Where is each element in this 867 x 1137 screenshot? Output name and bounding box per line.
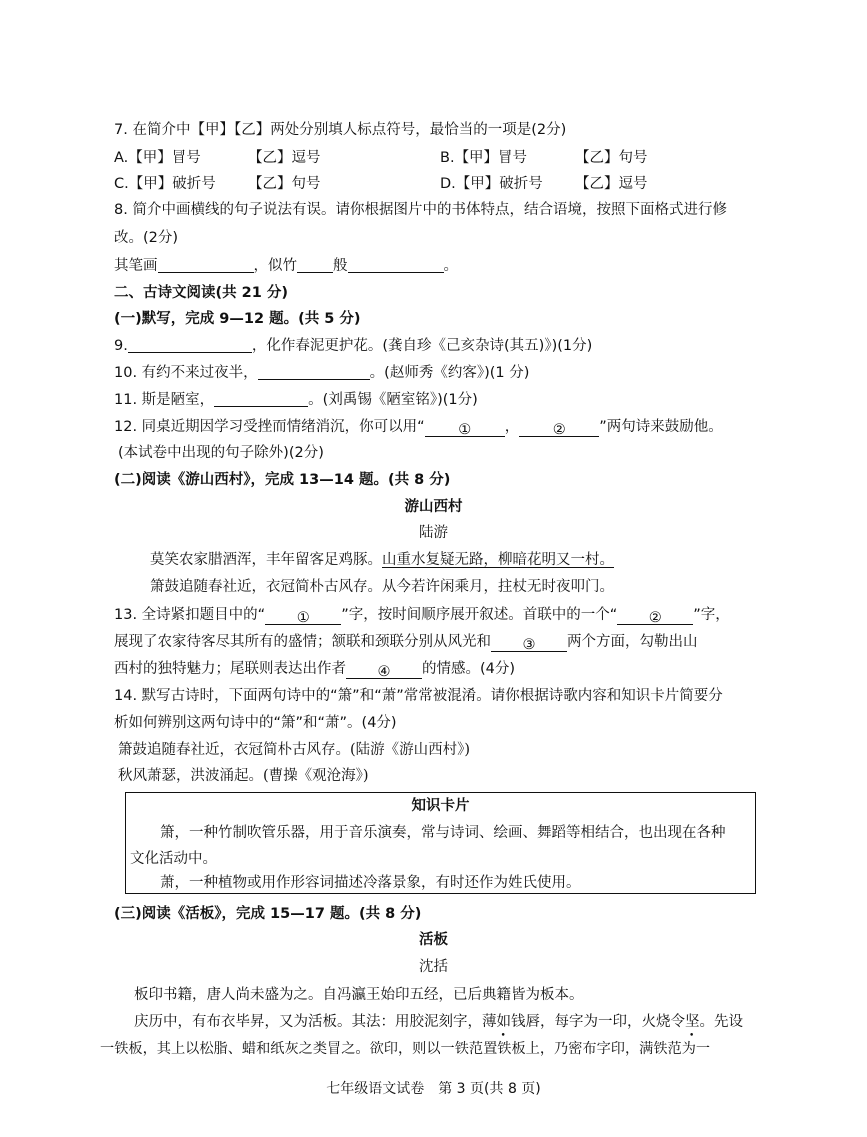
section3-part3: (三)阅读《活板》，完成 15—17 题。(共 8 分) bbox=[114, 906, 422, 922]
q14-line1: 14. 默写古诗时，下面两句诗中的“箫”和“萧”常常被混淆。请你根据诗歌内容和知识卡片简要分 bbox=[114, 688, 723, 704]
option-jia: 【甲】冒号 bbox=[128, 150, 201, 166]
q7-option-b-yi: 【乙】句号 bbox=[575, 150, 648, 166]
poem-line1 bbox=[150, 550, 867, 570]
q14-line2: 析如何辨别这两句诗中的“箫”和“萧”。(4分) bbox=[114, 715, 397, 731]
q7-option-a-yi: 【乙】逗号 bbox=[248, 150, 321, 166]
q7-stem: 7. 在简介中【甲】【乙】两处分别填人标点符号，最恰当的一项是(2分) bbox=[114, 122, 567, 138]
section2-part1: (一)默写，完成 9—12 题。(共 5 分) bbox=[114, 311, 361, 327]
card-line1: 箫，一种竹制吹管乐器，用于音乐演奏，常与诗词、绘画、舞蹈等相结合，也出现在各种 bbox=[160, 825, 726, 841]
q12-line2: (本试卷中出现的句子除外)(2分) bbox=[118, 445, 324, 461]
answer-blank[interactable] bbox=[297, 256, 333, 273]
q7-option-d bbox=[440, 174, 543, 194]
q9-text: ，化作春泥更护花。(龚自珍《己亥杂诗(其五)》)(1分) bbox=[251, 338, 593, 354]
poem-line1a: 莫笑农家腊酒浑，丰年留客足鸡豚。 bbox=[150, 552, 382, 568]
poem-author: 陆游 bbox=[419, 525, 448, 541]
q14-verse2: 秋风萧瑟，洪波涌起。(曹操《观沧海》) bbox=[118, 768, 369, 784]
passage-p2-c: 。先设 bbox=[699, 1014, 743, 1030]
answer-blank-1[interactable]: ① bbox=[425, 420, 505, 437]
q11-text2: 。(刘禹锡《陋室铭》)(1分) bbox=[308, 392, 478, 408]
q13-line1 bbox=[114, 605, 867, 625]
passage-p2-a: 庆历中，有布衣毕昇，又为活板。其法：用胶泥刻字，薄 bbox=[134, 1014, 497, 1030]
q7-option-a bbox=[114, 148, 201, 168]
option-letter: D. bbox=[440, 176, 456, 192]
answer-blank[interactable] bbox=[214, 390, 308, 407]
q12-text2: ”两句诗来鼓励他。 bbox=[599, 419, 723, 435]
poem-line1b-underlined: 山重水复疑无路，柳暗花明又一村。 bbox=[382, 552, 614, 568]
q7-option-d-yi: 【乙】逗号 bbox=[575, 176, 648, 192]
q8-fmt-d: 。 bbox=[443, 258, 458, 274]
option-jia: 【甲】破折号 bbox=[128, 176, 216, 192]
q8-fmt-a: 其笔画 bbox=[114, 258, 158, 274]
option-jia: 【甲】破折号 bbox=[455, 176, 543, 192]
q12-line1 bbox=[114, 417, 867, 437]
q12-sep: ， bbox=[504, 419, 520, 435]
q13-text-d: 展现了农家待客尽其所有的盛情；颔联和颈联分别从风光和 bbox=[114, 634, 491, 650]
q7-option-c-yi: 【乙】句号 bbox=[248, 176, 321, 192]
card-line2: 文化活动中。 bbox=[130, 851, 217, 867]
knowledge-card bbox=[125, 792, 756, 894]
poem-line2: 箫鼓追随春社近，衣冠简朴古风存。从今若许闲乘月，拄杖无时夜叩门。 bbox=[150, 579, 614, 595]
answer-blank[interactable] bbox=[158, 256, 254, 273]
q11 bbox=[114, 390, 867, 410]
q8-fmt-c: 般 bbox=[333, 258, 348, 274]
page-footer: 七年级语文试卷 第 3 页(共 8 页) bbox=[326, 1081, 541, 1097]
passage-author: 沈括 bbox=[419, 959, 448, 975]
answer-blank-1[interactable]: ① bbox=[265, 608, 341, 625]
q13-text-g: 的情感。(4分) bbox=[422, 661, 516, 677]
q10 bbox=[114, 363, 867, 383]
passage-p3: 一铁板，其上以松脂、蜡和纸灰之类冒之。欲印，则以一铁范置铁板上，乃密布字印，满铁范为一 bbox=[100, 1041, 711, 1057]
card-line3: 萧，一种植物或用作形容词描述冷落景象，有时还作为姓氏使用。 bbox=[160, 875, 581, 891]
section2-title: 二、古诗文阅读(共 21 分) bbox=[114, 285, 289, 301]
option-jia: 【甲】冒号 bbox=[454, 150, 528, 166]
answer-blank[interactable] bbox=[128, 336, 252, 353]
q7-option-c bbox=[114, 174, 216, 194]
passage-p2-b: 钱唇，每字为一印，火烧令 bbox=[511, 1014, 685, 1030]
q13-text-f: 西村的独特魅力；尾联则表达出作者 bbox=[114, 661, 346, 677]
q9 bbox=[114, 336, 867, 356]
q8-format bbox=[114, 256, 867, 276]
q9-num: 9. bbox=[114, 338, 128, 354]
passage-p1: 板印书籍，唐人尚未盛为之。自冯瀛王始印五经，已后典籍皆为板本。 bbox=[134, 987, 584, 1003]
q8-line1: 8. 简介中画横线的句子说法有误。请你根据图片中的书体特点，结合语境，按照下面格式进行修 bbox=[114, 202, 727, 218]
dotted-char: 如 bbox=[496, 1014, 511, 1030]
q11-text1: 11. 斯是陋室， bbox=[114, 392, 215, 408]
option-letter: C. bbox=[114, 176, 129, 192]
answer-blank-4[interactable]: ④ bbox=[346, 662, 422, 679]
answer-blank[interactable] bbox=[348, 256, 444, 273]
answer-blank[interactable] bbox=[258, 363, 370, 380]
q10-text1: 10. 有约不来过夜半， bbox=[114, 365, 258, 381]
passage-title: 活板 bbox=[419, 932, 448, 948]
q8-line2: 改。(2分) bbox=[114, 230, 179, 246]
q13-text-a: 13. 全诗紧扣题目中的“ bbox=[114, 607, 266, 623]
card-title: 知识卡片 bbox=[411, 798, 470, 814]
q13-line3 bbox=[114, 659, 867, 679]
q10-text2: 。(赵师秀《约客》)(1 分) bbox=[369, 365, 530, 381]
option-letter: B. bbox=[440, 150, 455, 166]
q13-text-c: ”字， bbox=[693, 607, 730, 623]
q13-text-e: 两个方面，勾勒出山 bbox=[567, 634, 698, 650]
q13-text-b: ”字，按时间顺序展开叙述。首联中的一个“ bbox=[341, 607, 618, 623]
option-letter: A. bbox=[114, 150, 129, 166]
q14-verse1: 箫鼓追随春社近，衣冠简朴古风存。(陆游《游山西村》) bbox=[118, 742, 471, 758]
poem-title: 游山西村 bbox=[404, 499, 463, 515]
answer-blank-2[interactable]: ② bbox=[519, 420, 599, 437]
dotted-char: 坚 bbox=[685, 1014, 700, 1030]
q7-option-b bbox=[440, 148, 527, 168]
section2-part2: (二)阅读《游山西村》，完成 13—14 题。(共 8 分) bbox=[114, 472, 451, 488]
answer-blank-3[interactable]: ③ bbox=[491, 635, 567, 652]
q12-text1: 12. 同桌近期因学习受挫而情绪消沉，你可以用“ bbox=[114, 419, 425, 435]
answer-blank-2[interactable]: ② bbox=[617, 608, 693, 625]
q13-line2 bbox=[114, 632, 867, 652]
q8-fmt-b: ，似竹 bbox=[253, 258, 297, 274]
passage-p2 bbox=[134, 1012, 867, 1032]
